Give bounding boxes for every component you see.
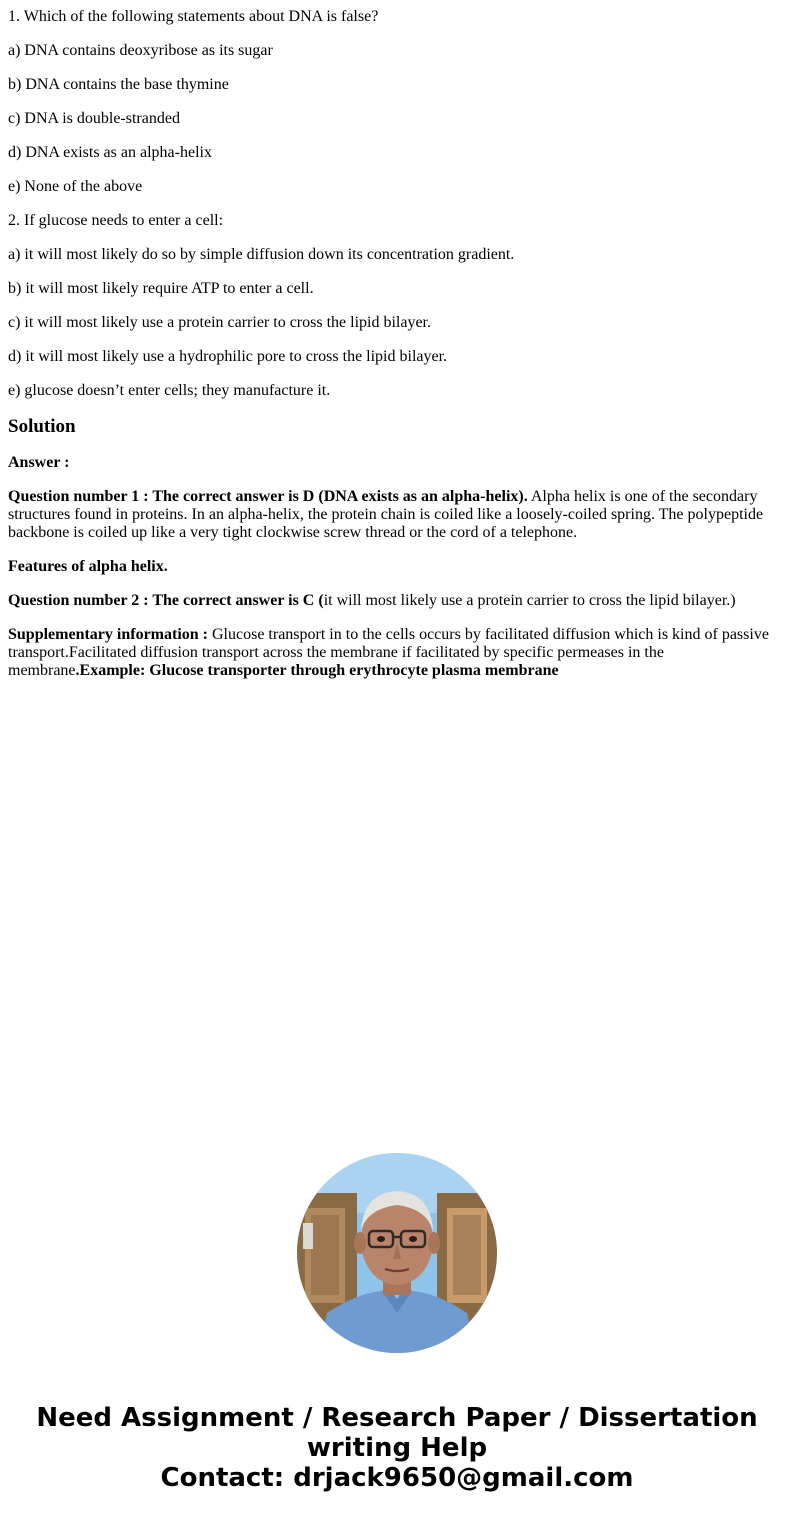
q1-answer-bold: Question number 1 : The correct answer is D (DNA exists as an alpha-helix). xyxy=(8,488,528,505)
promo-line-2: writing Help xyxy=(306,1433,488,1463)
question-2-option-c: c) it will most likely use a protein carrier to cross the lipid bilayer. xyxy=(8,314,431,331)
question-1-option-b: b) DNA contains the base thymine xyxy=(8,76,229,93)
author-avatar xyxy=(297,1153,497,1353)
promo-banner xyxy=(0,1403,794,1493)
question-2-option-e: e) glucose doesn’t enter cells; they manufacture it. xyxy=(8,382,331,399)
answer-label-paragraph xyxy=(8,454,784,472)
solution-heading: Solution xyxy=(8,416,76,437)
question-1-option-e: e) None of the above xyxy=(8,178,143,195)
question-1-option-c: c) DNA is double-stranded xyxy=(8,110,180,127)
question-2-option-d: d) it will most likely use a hydrophilic pore to cross the lipid bilayer. xyxy=(8,348,448,365)
question-1-option-a: a) DNA contains deoxyribose as its sugar xyxy=(8,42,273,59)
features-label: Features of alpha helix. xyxy=(8,558,168,575)
question-1-stem: 1. Which of the following statements about DNA is false? xyxy=(8,8,379,25)
answer-label: Answer : xyxy=(8,454,70,471)
question-2-option-a: a) it will most likely do so by simple diffusion down its concentration gradient. xyxy=(8,246,515,263)
question-2-stem: 2. If glucose needs to enter a cell: xyxy=(8,212,224,229)
promo-contact: Contact: drjack9650@gmail.com xyxy=(160,1463,634,1493)
supplementary-example: .Example: Glucose transporter through erythrocyte plasma membrane xyxy=(75,662,559,679)
supplementary-label: Supplementary information : xyxy=(8,626,208,643)
question-1-option-d: d) DNA exists as an alpha-helix xyxy=(8,144,212,161)
q1-answer-text: Alpha helix is one of the secondary structures found in proteins. In an alpha-helix, the protein chain is coiled like a loosely-coiled spring. The polypeptide backbone is coiled up like a very tight clockwise screw thread or the cord of a telephone. xyxy=(8,488,764,541)
features-paragraph xyxy=(8,558,784,576)
document-body xyxy=(8,8,784,696)
question-2-option-b: b) it will most likely require ATP to enter a cell. xyxy=(8,280,314,297)
supplementary-paragraph xyxy=(8,626,784,680)
avatar-portrait-image xyxy=(297,1153,497,1353)
q2-answer-bold: Question number 2 : The correct answer is C ( xyxy=(8,592,324,609)
q2-answer-paragraph xyxy=(8,592,784,610)
q1-answer-paragraph xyxy=(8,488,784,542)
supplementary-text: Glucose transport in to the cells occurs by facilitated diffusion which is kind of passive transport.Facilitated diffusion transport across the membrane if facilitated by specific permeases in the membrane xyxy=(8,626,769,679)
promo-line-1: Need Assignment / Research Paper / Dissertation xyxy=(36,1403,758,1433)
q2-answer-text: it will most likely use a protein carrier to cross the lipid bilayer.) xyxy=(323,592,736,609)
